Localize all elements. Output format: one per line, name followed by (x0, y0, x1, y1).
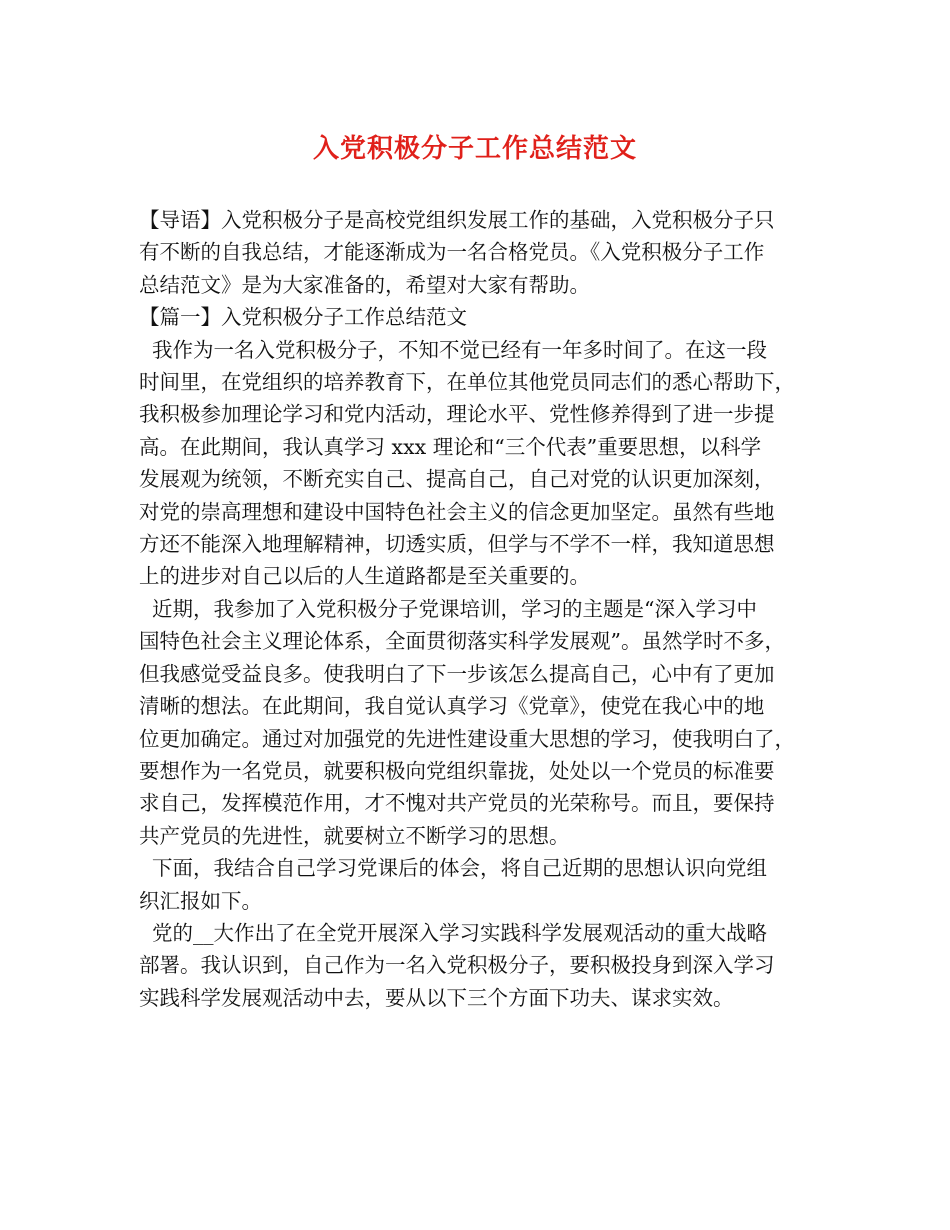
text-line: 实践科学发展观活动中去，要从以下三个方面下功夫、谋求实效。 (139, 985, 734, 1010)
text-line: 高。在此期间，我认真学习 xxx 理论和“三个代表”重要思想，以科学 (139, 434, 762, 459)
text-line: 上的进步对自己以后的人生道路都是至关重要的。 (139, 564, 590, 589)
text-line: 织汇报如下。 (139, 888, 262, 913)
text-line: 党的__大作出了在全党开展深入学习实践科学发展观活动的重大战略 (139, 920, 768, 945)
text-line: 国特色社会主义理论体系，全面贯彻落实科学发展观”。虽然学时不多， (139, 629, 785, 654)
text-line: 有不断的自我总结，才能逐渐成为一名合格党员。《入党积极分子工作 (139, 240, 765, 265)
text-line: 近期，我参加了入党积极分子党课培训，学习的主题是“深入学习中 (139, 596, 758, 621)
text-line: 【导语】入党积极分子是高校党组织发展工作的基础，入党积极分子只 (139, 208, 775, 232)
text-line: 部署。我认识到，自己作为一名入党积极分子，要积极投身到深入学习 (139, 953, 775, 978)
paragraph (139, 301, 825, 333)
text-line: 发展观为统领，不断充实自己、提高自己，自己对党的认识更加深刻， (139, 467, 775, 492)
text-line: 求自己，发挥模范作用，才不愧对共产党员的光荣称号。而且，要保持 (139, 791, 775, 816)
paragraph (139, 917, 825, 1014)
text-line: 位更加确定。通过对加强党的先进性建设重大思想的学习，使我明白了， (139, 726, 795, 751)
text-line: 我作为一名入党积极分子，不知不觉已经有一年多时间了。在这一段 (139, 337, 768, 362)
text-line: 时间里，在党组织的培养教育下，在单位其他党员同志们的悉心帮助下， (139, 370, 795, 395)
paragraph (139, 334, 825, 593)
text-line: 对党的崇高理想和建设中国特色社会主义的信念更加坚定。虽然有些地 (139, 499, 775, 524)
text-line: 要想作为一名党员，就要积极向党组织靠拢，处处以一个党员的标准要 (139, 758, 775, 783)
text-line: 方还不能深入地理解精神，切透实质，但学与不学不一样，我知道思想 (139, 532, 775, 557)
paragraph (139, 204, 825, 301)
text-line: 我积极参加理论学习和党内活动，理论水平、党性修养得到了进一步提 (139, 402, 775, 427)
text-line: 共产党员的先进性，就要树立不断学习的思想。 (139, 823, 570, 848)
text-line: 总结范文》是为大家准备的，希望对大家有帮助。 (139, 272, 590, 297)
text-line: 清晰的想法。在此期间，我自觉认真学习《党章》，使党在我心中的地 (139, 694, 765, 719)
page-title: 入党积极分子工作总结范文 (312, 134, 637, 164)
paragraph (139, 593, 825, 852)
text-line: 但我感觉受益良多。使我明白了下一步该怎么提高自己，心中有了更加 (139, 661, 775, 686)
document-body (139, 204, 825, 1014)
paragraph (139, 852, 825, 917)
text-line: 【篇一】入党积极分子工作总结范文 (139, 305, 467, 330)
text-line: 下面，我结合自己学习党课后的体会，将自己近期的思想认识向党组 (139, 856, 768, 881)
